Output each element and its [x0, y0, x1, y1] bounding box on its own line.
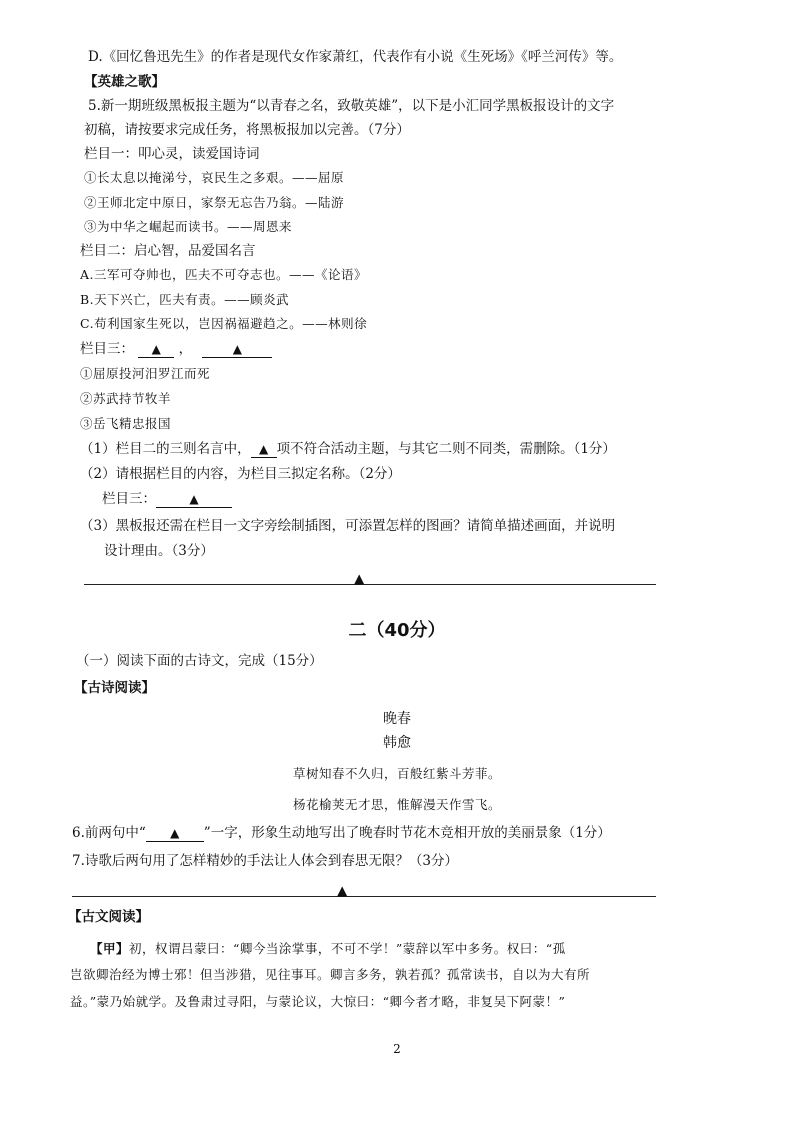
answer-blank[interactable]: [156, 491, 232, 508]
column1-item-2: ②王师北定中原日，家祭无忘告乃翁。—陆游: [84, 195, 345, 210]
column3-separator: ，: [178, 341, 193, 357]
q5-text-line-2: 初稿，请按要求完成任务，将黑板报加以完善。（7分）: [84, 122, 410, 138]
q6-suffix: ”一字，形象生动地写出了晚春时节花木竞相开放的美丽景象（1分）: [203, 825, 611, 841]
column3-label: 栏目三：: [80, 341, 134, 357]
triangle-icon: ▲: [337, 883, 348, 899]
section-two-title: 二（40分）: [348, 620, 446, 641]
column1-title: 栏目一：叩心灵，读爱国诗词: [84, 146, 260, 162]
q6-text: [72, 824, 611, 842]
triangle-icon: ▲: [151, 342, 161, 356]
answer-line[interactable]: [72, 896, 656, 897]
q5-1-prefix: （1）栏目二的三则名言中，: [80, 441, 251, 457]
q5-2-answer-row: [102, 490, 232, 508]
answer-blank[interactable]: [138, 341, 174, 358]
triangle-icon: ▲: [170, 826, 180, 840]
q5-text-line-1: 5.新一期班级黑板报主题为“以青春之名，致敬英雄”，以下是小汇同学黑板报设计的文字: [88, 98, 615, 114]
column2-item-a: A.三军可夺帅也，匹夫不可夺志也。——《论语》: [80, 267, 368, 282]
column2-item-b: B.天下兴亡，匹夫有责。——顾炎武: [80, 292, 290, 307]
passage-jia-tag: 【甲】: [90, 941, 130, 956]
column2-item-c: C.苟利国家生死以，岂因祸福避趋之。——林则徐: [80, 316, 368, 331]
page-number: 2: [393, 1042, 401, 1056]
poem-line-1: 草树知春不久归，百般红紫斗芳菲。: [292, 766, 501, 781]
triangle-icon: ▲: [189, 492, 199, 506]
column2-title: 栏目二：启心智，品爱国名言: [80, 243, 256, 259]
triangle-icon: ▲: [258, 442, 269, 456]
q6-prefix: 6.前两句中“: [72, 825, 146, 841]
passage-jia-text: 初，权谓吕蒙曰：“卿今当涂掌事，不可不学！”蒙辞以军中多务。权曰：“孤: [129, 941, 566, 956]
poem-title: 晚春: [383, 711, 411, 727]
triangle-icon: ▲: [232, 342, 242, 356]
option-d-text: D.《回忆鲁迅先生》的作者是现代女作家萧红，代表作有小说《生死场》《呼兰河传》等。: [88, 49, 623, 65]
q5-1-suffix: 项不符合活动主题，与其它二则不同类，需删除。（1分）: [276, 441, 616, 457]
q7-text: 7.诗歌后两句用了怎样精妙的手法让人体会到春思无限？（3分）: [72, 853, 458, 869]
answer-blank[interactable]: [146, 825, 204, 842]
column1-item-1: ①长太息以掩涕兮，哀民生之多艰。——屈原: [84, 170, 345, 185]
answer-blank[interactable]: [251, 441, 277, 458]
q5-1-text: [80, 440, 616, 458]
column3-item-1: ①屈原投河汨罗江而死: [80, 366, 211, 381]
column1-item-3: ③为中华之崛起而读书。——周恩来: [84, 219, 293, 234]
answer-blank[interactable]: [202, 341, 272, 358]
q5-2-text: （2）请根据栏目的内容，为栏目三拟定名称。（2分）: [80, 466, 401, 482]
column3-title-row: [80, 340, 272, 358]
section-header-hero: 【英雄之歌】: [84, 74, 165, 90]
answer-line[interactable]: [84, 584, 656, 585]
prose-section-header: 【古文阅读】: [68, 909, 149, 925]
q5-3-text-line-2: 设计理由。（3分）: [104, 543, 214, 559]
q5-2-label: 栏目三：: [102, 491, 156, 507]
poem-author: 韩愈: [383, 735, 411, 751]
poem-line-2: 杨花榆荚无才思，惟解漫天作雪飞。: [292, 797, 501, 812]
poem-section-header: 【古诗阅读】: [74, 680, 155, 696]
passage-jia-line-2: 岂欲卿治经为博士邪！但当涉猎，见往事耳。卿言多务，孰若孤？孤常读书，自以为大有所: [70, 967, 591, 982]
triangle-icon: ▲: [354, 571, 365, 587]
column3-item-3: ③岳飞精忠报国: [80, 416, 172, 431]
passage-jia-line-1: [90, 940, 566, 958]
q5-3-text-line-1: （3）黑板报还需在栏目一文字旁绘制插图，可添置怎样的图画？请简单描述画面，并说明: [80, 518, 616, 534]
part-one-instruction: （一）阅读下面的古诗文，完成（15分）: [76, 653, 323, 669]
passage-jia-line-3: 益。”蒙乃始就学。及鲁肃过寻阳，与蒙论议，大惊曰：“卿今者才略，非复吴下阿蒙！”: [70, 994, 566, 1009]
column3-item-2: ②苏武持节牧羊: [80, 391, 172, 406]
